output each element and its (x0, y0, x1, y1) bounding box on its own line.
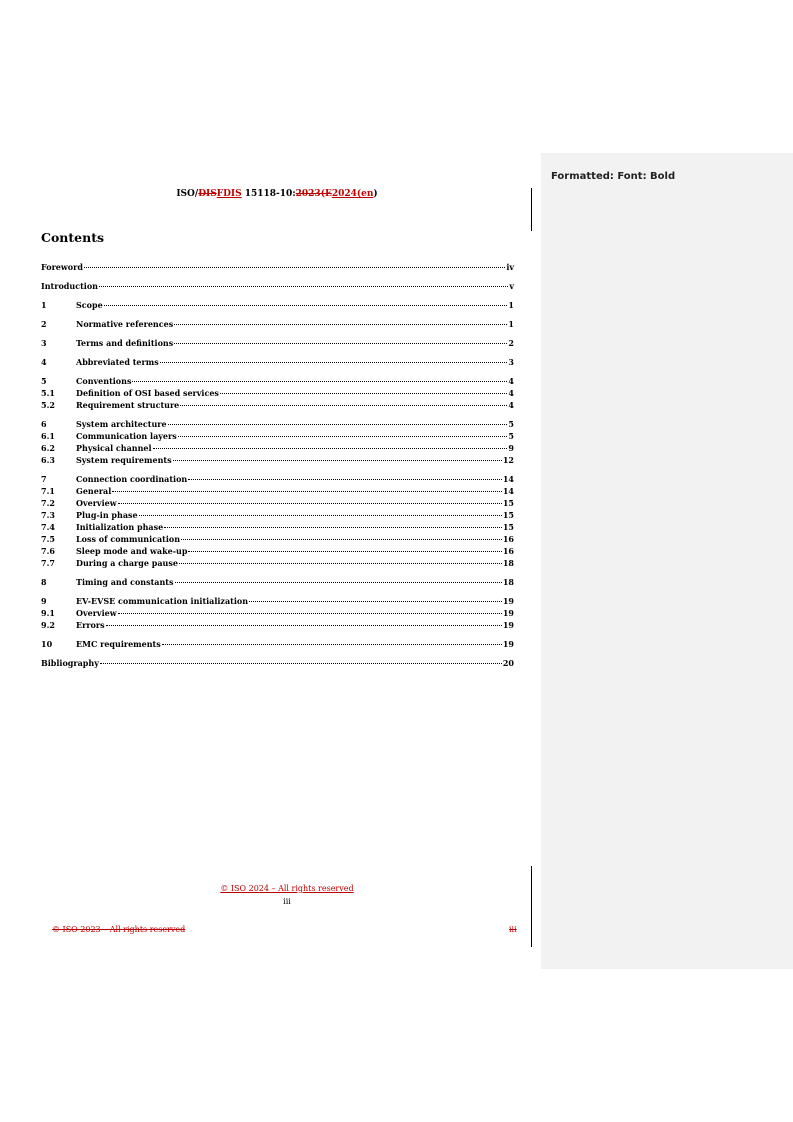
toc-entry-title: Timing and constants (76, 577, 174, 587)
toc-entry-page: 14 (502, 474, 514, 484)
toc-leader-dots (181, 539, 502, 540)
toc-entry-number: 9 (41, 596, 47, 606)
toc-leader-dots (100, 663, 502, 664)
toc-entry[interactable] (41, 657, 514, 669)
footer-copyright-deleted: © ISO 2023 – All rights reserved (52, 925, 186, 934)
toc-leader-dots (174, 343, 507, 344)
toc-leader-dots (173, 460, 502, 461)
comment-pane (541, 153, 793, 969)
toc-entry[interactable] (41, 521, 514, 533)
toc-entry-number: 8 (41, 577, 47, 587)
contents-heading: Contents (41, 230, 105, 245)
toc-entry[interactable] (41, 638, 514, 650)
toc-entry-number: 5.1 (41, 388, 55, 398)
toc-entry-number: 7.6 (41, 546, 55, 556)
toc-entry-page: 15 (502, 522, 514, 532)
toc-entry-title: Scope (76, 300, 103, 310)
comment-formatted-font-bold[interactable]: Formatted: Font: Bold (551, 171, 676, 182)
toc-entry[interactable] (41, 387, 514, 399)
toc-entry[interactable] (41, 497, 514, 509)
footer-page-number: iii (283, 897, 291, 906)
toc-entry[interactable] (41, 375, 514, 387)
toc-entry[interactable] (41, 454, 514, 466)
header-inserted-year: 2024(en (331, 189, 374, 199)
toc-entry-title: Introduction (41, 281, 98, 291)
header-deleted-year: 2023(E (295, 189, 332, 199)
toc-leader-dots (180, 405, 507, 406)
toc-entry-page: v (509, 281, 514, 291)
toc-leader-dots (168, 424, 508, 425)
toc-leader-dots (118, 613, 502, 614)
toc-entry-page: 1 (508, 319, 514, 329)
toc-entry[interactable] (41, 533, 514, 545)
toc-entry-title: Conventions (76, 376, 132, 386)
toc-leader-dots (106, 625, 502, 626)
toc-entry-page: 4 (508, 388, 514, 398)
toc-entry-page: 19 (502, 596, 514, 606)
footer-copyright-inserted: © ISO 2024 – All rights reserved (220, 884, 354, 893)
toc-entry-title: Sleep mode and wake-up (76, 546, 188, 556)
toc-entry-title: Plug-in phase (76, 510, 138, 520)
toc-entry-number: 6.3 (41, 455, 55, 465)
toc-entry-title: EV-EVSE communication initialization (76, 596, 249, 606)
toc-entry-number: 7.7 (41, 558, 55, 568)
toc-entry[interactable] (41, 430, 514, 442)
toc-entry-number: 7 (41, 474, 47, 484)
toc-entry-number: 7.4 (41, 522, 55, 532)
toc-entry[interactable] (41, 509, 514, 521)
toc-entry-number: 2 (41, 319, 47, 329)
toc-entry-number: 1 (41, 300, 47, 310)
toc-entry-title: Loss of communication (76, 534, 181, 544)
toc-entry-page: iv (506, 262, 514, 272)
toc-entry-page: 16 (502, 534, 514, 544)
toc-leader-dots (188, 551, 501, 552)
toc-entry[interactable] (41, 595, 514, 607)
toc-entry-title: Physical channel (76, 443, 152, 453)
toc-entry-title: Bibliography (41, 658, 99, 668)
toc-entry-number: 3 (41, 338, 47, 348)
header-suffix: ) (373, 189, 378, 199)
toc-leader-dots (139, 515, 502, 516)
toc-entry-page: 2 (508, 338, 514, 348)
change-bar-footer (531, 866, 532, 947)
toc-entry-page: 18 (502, 577, 514, 587)
toc-leader-dots (132, 381, 507, 382)
toc-entry-number: 6.1 (41, 431, 55, 441)
toc-entry-title: Initialization phase (76, 522, 164, 532)
toc-entry-title: General (76, 486, 112, 496)
toc-entry-page: 12 (502, 455, 514, 465)
header-number: 15118-10: (241, 189, 296, 199)
toc-entry-title: During a charge pause (76, 558, 178, 568)
toc-entry-title: System architecture (76, 419, 167, 429)
toc-entry-page: 15 (502, 498, 514, 508)
toc-entry-title: EMC requirements (76, 639, 161, 649)
toc-entry[interactable] (41, 607, 514, 619)
toc-leader-dots (99, 286, 508, 287)
toc-entry-number: 7.5 (41, 534, 55, 544)
toc-entry[interactable] (41, 473, 514, 485)
toc-leader-dots (112, 491, 502, 492)
toc-entry-number: 6 (41, 419, 47, 429)
toc-entry-title: Terms and definitions (76, 338, 174, 348)
toc-entry-page: 19 (502, 608, 514, 618)
toc-leader-dots (179, 563, 502, 564)
toc-entry[interactable] (41, 576, 514, 588)
toc-entry[interactable] (41, 280, 514, 292)
toc-entry-page: 16 (502, 546, 514, 556)
toc-entry-page: 3 (508, 357, 514, 367)
toc-entry-page: 19 (502, 620, 514, 630)
toc-entry-number: 6.2 (41, 443, 55, 453)
toc-leader-dots (220, 393, 508, 394)
toc-entry[interactable] (41, 418, 514, 430)
toc-leader-dots (178, 436, 508, 437)
toc-entry[interactable] (41, 619, 514, 631)
toc-entry-page: 5 (508, 419, 514, 429)
toc-leader-dots (160, 362, 508, 363)
toc-entry-page: 20 (502, 658, 514, 668)
change-bar-header (531, 188, 532, 231)
toc-entry-page: 5 (508, 431, 514, 441)
toc-entry-page: 4 (508, 400, 514, 410)
toc-entry-number: 7.3 (41, 510, 55, 520)
toc-entry[interactable] (41, 399, 514, 411)
toc-entry-number: 5 (41, 376, 47, 386)
toc-entry-number: 7.2 (41, 498, 55, 508)
header-prefix: ISO/ (176, 189, 199, 199)
toc-leader-dots (84, 267, 505, 268)
toc-leader-dots (104, 305, 508, 306)
toc-entry-title: Errors (76, 620, 105, 630)
toc-entry-title: Definition of OSI based services (76, 388, 219, 398)
toc-entry-number: 9.2 (41, 620, 55, 630)
toc-entry-number: 5.2 (41, 400, 55, 410)
toc-entry[interactable] (41, 318, 514, 330)
toc-entry[interactable] (41, 299, 514, 311)
toc-leader-dots (118, 503, 502, 504)
toc-leader-dots (188, 479, 502, 480)
toc-entry-page: 19 (502, 639, 514, 649)
toc-entry[interactable] (41, 442, 514, 454)
toc-entry-page: 4 (508, 376, 514, 386)
toc-entry-page: 14 (502, 486, 514, 496)
toc-entry-number: 9.1 (41, 608, 55, 618)
toc-entry-title: Requirement structure (76, 400, 180, 410)
toc-entry-page: 9 (508, 443, 514, 453)
toc-leader-dots (174, 324, 507, 325)
toc-entry-page: 1 (508, 300, 514, 310)
header-deleted-stage: DIS (198, 189, 217, 199)
toc-entry-title: Overview (76, 608, 117, 618)
toc-entry-title: Normative references (76, 319, 174, 329)
toc-entry-page: 15 (502, 510, 514, 520)
toc-leader-dots (249, 601, 502, 602)
toc-entry[interactable] (41, 261, 514, 273)
toc-leader-dots (175, 582, 502, 583)
footer-page-number-deleted: iii (509, 925, 517, 934)
toc-entry[interactable] (41, 545, 514, 557)
toc-entry-title: Connection coordination (76, 474, 188, 484)
document-header (40, 189, 514, 199)
toc-leader-dots (164, 527, 502, 528)
toc-entry-title: Communication layers (76, 431, 177, 441)
toc-entry-title: System requirements (76, 455, 172, 465)
toc-entry-number: 10 (41, 639, 53, 649)
toc-entry[interactable] (41, 557, 514, 569)
toc-leader-dots (162, 644, 502, 645)
toc-entry[interactable] (41, 356, 514, 368)
toc-entry-page: 18 (502, 558, 514, 568)
toc-entry[interactable] (41, 337, 514, 349)
toc-entry-title: Overview (76, 498, 117, 508)
table-of-contents (41, 261, 514, 669)
toc-leader-dots (153, 448, 508, 449)
toc-entry-number: 4 (41, 357, 47, 367)
toc-entry-title: Abbreviated terms (76, 357, 159, 367)
toc-entry-number: 7.1 (41, 486, 55, 496)
header-inserted-stage: FDIS (216, 189, 242, 199)
toc-entry-title: Foreword (41, 262, 83, 272)
toc-entry[interactable] (41, 485, 514, 497)
